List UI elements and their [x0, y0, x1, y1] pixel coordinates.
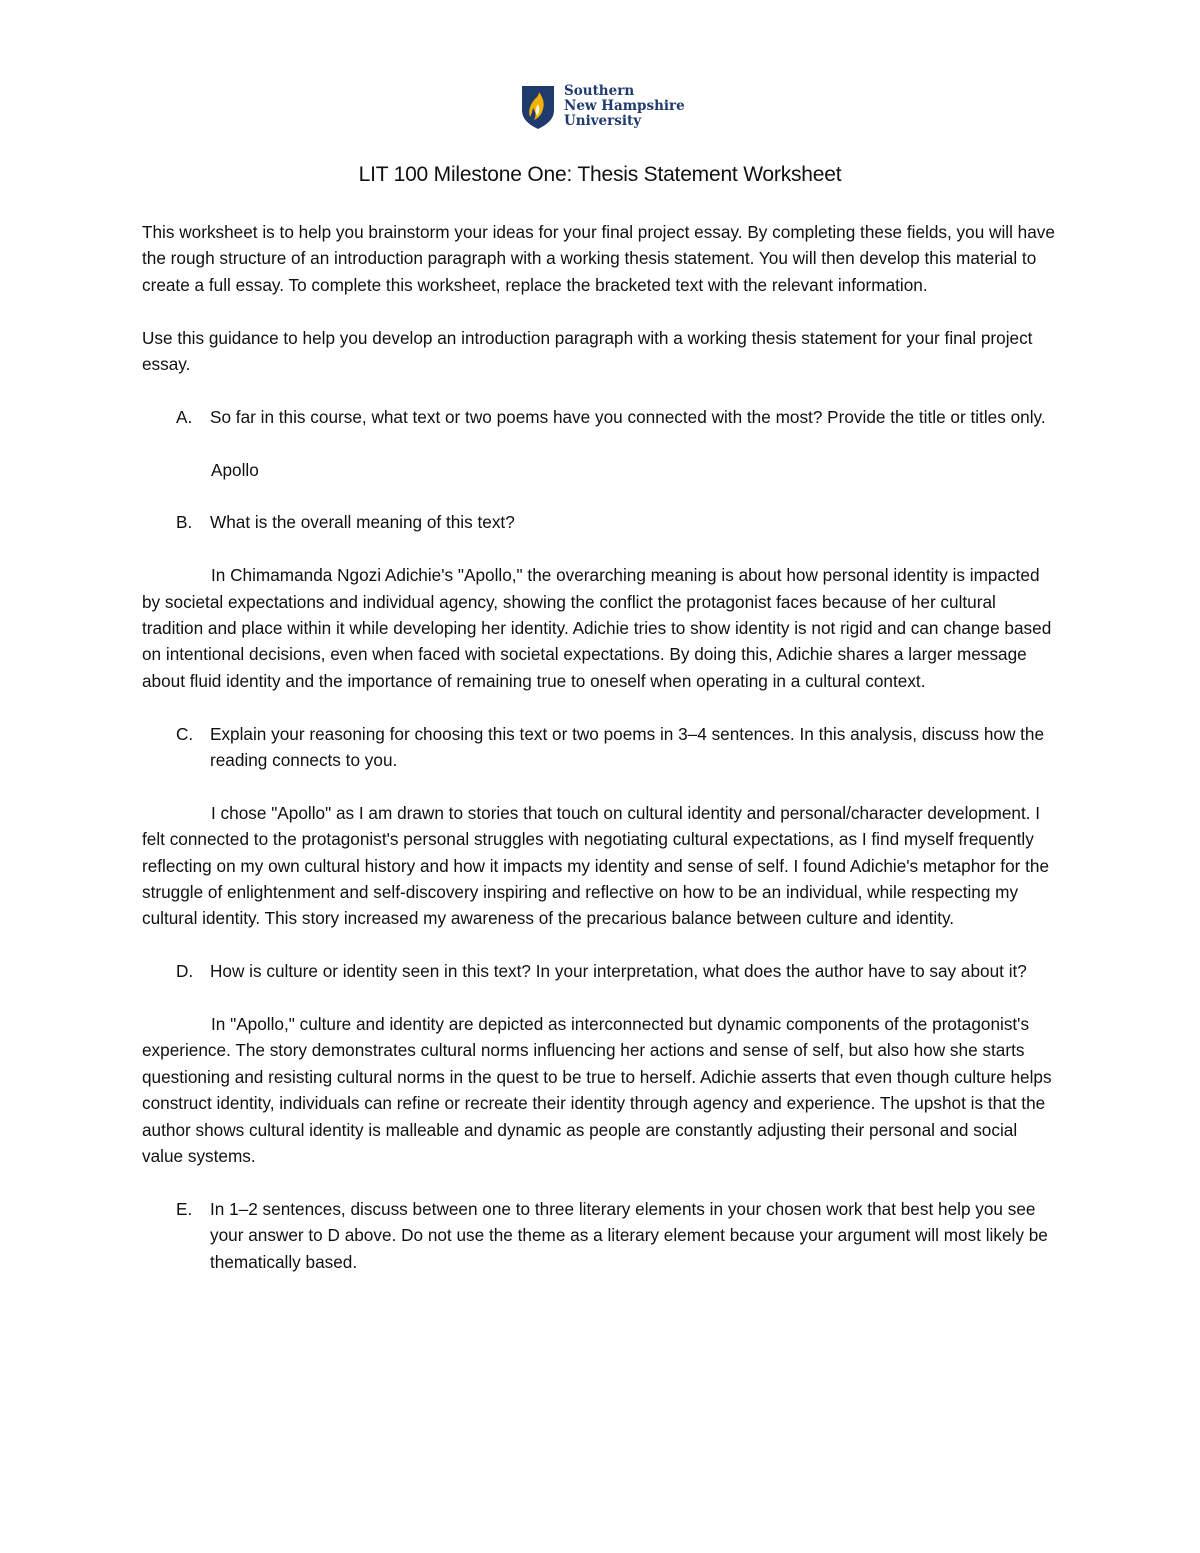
intro-paragraph-1: This worksheet is to help you brainstorm your ideas for your final project essay. By completing these fields, you will have the rough structure of an introduction paragraph with a working thesis statement. You will then develop this material to create a full essay. To complete this worksheet, replace the bracketed text with the relevant information.	[142, 222, 1055, 295]
university-logo	[520, 84, 710, 132]
answer-a: Apollo	[211, 459, 259, 480]
page-title: LIT 100 Milestone One: Thesis Statement Worksheet	[358, 163, 842, 186]
question-letter: A.	[176, 406, 193, 427]
question-text: So far in this course, what text or two poems have you connected with the most? Provide the title or titles only.	[210, 406, 1046, 427]
flame-shield-icon	[520, 84, 556, 130]
question-d	[142, 958, 1057, 984]
logo-line-3: University	[564, 113, 642, 129]
question-b	[142, 509, 1057, 535]
logo-wordmark	[564, 84, 685, 129]
question-a	[142, 404, 1057, 430]
intro-paragraph-2: Use this guidance to help you develop an introduction paragraph with a working thesis statement for your final project essay.	[142, 327, 1033, 375]
question-letter: B.	[176, 512, 193, 533]
answer-c: I chose "Apollo" as I am drawn to stories that touch on cultural identity and personal/character development. I felt connected to the protagonist's personal struggles with negotiating cultural expectations, as I find myself frequently reflecting on my own cultural history and how it impacts my identity and sense of self. I found Adichie's metaphor for the struggle of enlightenment and self-discovery inspiring and reflective on how to be an individual, while respecting my cultural identity. This story increased my awareness of the precarious balance between culture and identity.	[142, 802, 1050, 929]
question-letter: E.	[176, 1198, 193, 1219]
logo-line-2: New Hampshire	[564, 98, 685, 114]
question-text: In 1–2 sentences, discuss between one to three literary elements in your chosen work that best help you see your answer to D above. Do not use the theme as a literary element because your argument will most likely be thematically based.	[210, 1198, 1048, 1272]
question-e	[142, 1196, 1057, 1275]
question-text: How is culture or identity seen in this text? In your interpretation, what does the author have to say about it?	[210, 961, 1027, 982]
question-c	[142, 721, 1057, 774]
answer-d: In "Apollo," culture and identity are depicted as interconnected but dynamic components of the protagonist's experience. The story demonstrates cultural norms influencing her actions and sense of self, but also how she starts questioning and resisting cultural norms in the quest to be true to herself. Adichie asserts that even though culture helps construct identity, individuals can refine or recreate their identity through agency and experience. The upshot is that the author shows cultural identity is malleable and dynamic as people are constantly adjusting their personal and social value systems.	[142, 1014, 1052, 1167]
question-letter: C.	[176, 723, 194, 744]
question-text: What is the overall meaning of this text?	[210, 512, 515, 533]
worksheet-body	[142, 219, 1057, 1275]
logo-line-1: Southern	[564, 83, 635, 99]
question-text: Explain your reasoning for choosing this text or two poems in 3–4 sentences. In this analysis, discuss how the reading connects to you.	[210, 723, 1045, 771]
question-letter: D.	[176, 961, 194, 982]
answer-b: In Chimamanda Ngozi Adichie's "Apollo," the overarching meaning is about how personal identity is impacted by societal expectations and individual agency, showing the conflict the protagonist faces because of her cultural tradition and place within it while developing her identity. Adichie tries to show identity is not rigid and can change based on intentional decisions, even when faced with societal expectations. By doing this, Adichie shares a larger message about fluid identity and the importance of remaining true to oneself when operating in a cultural context.	[142, 565, 1052, 691]
